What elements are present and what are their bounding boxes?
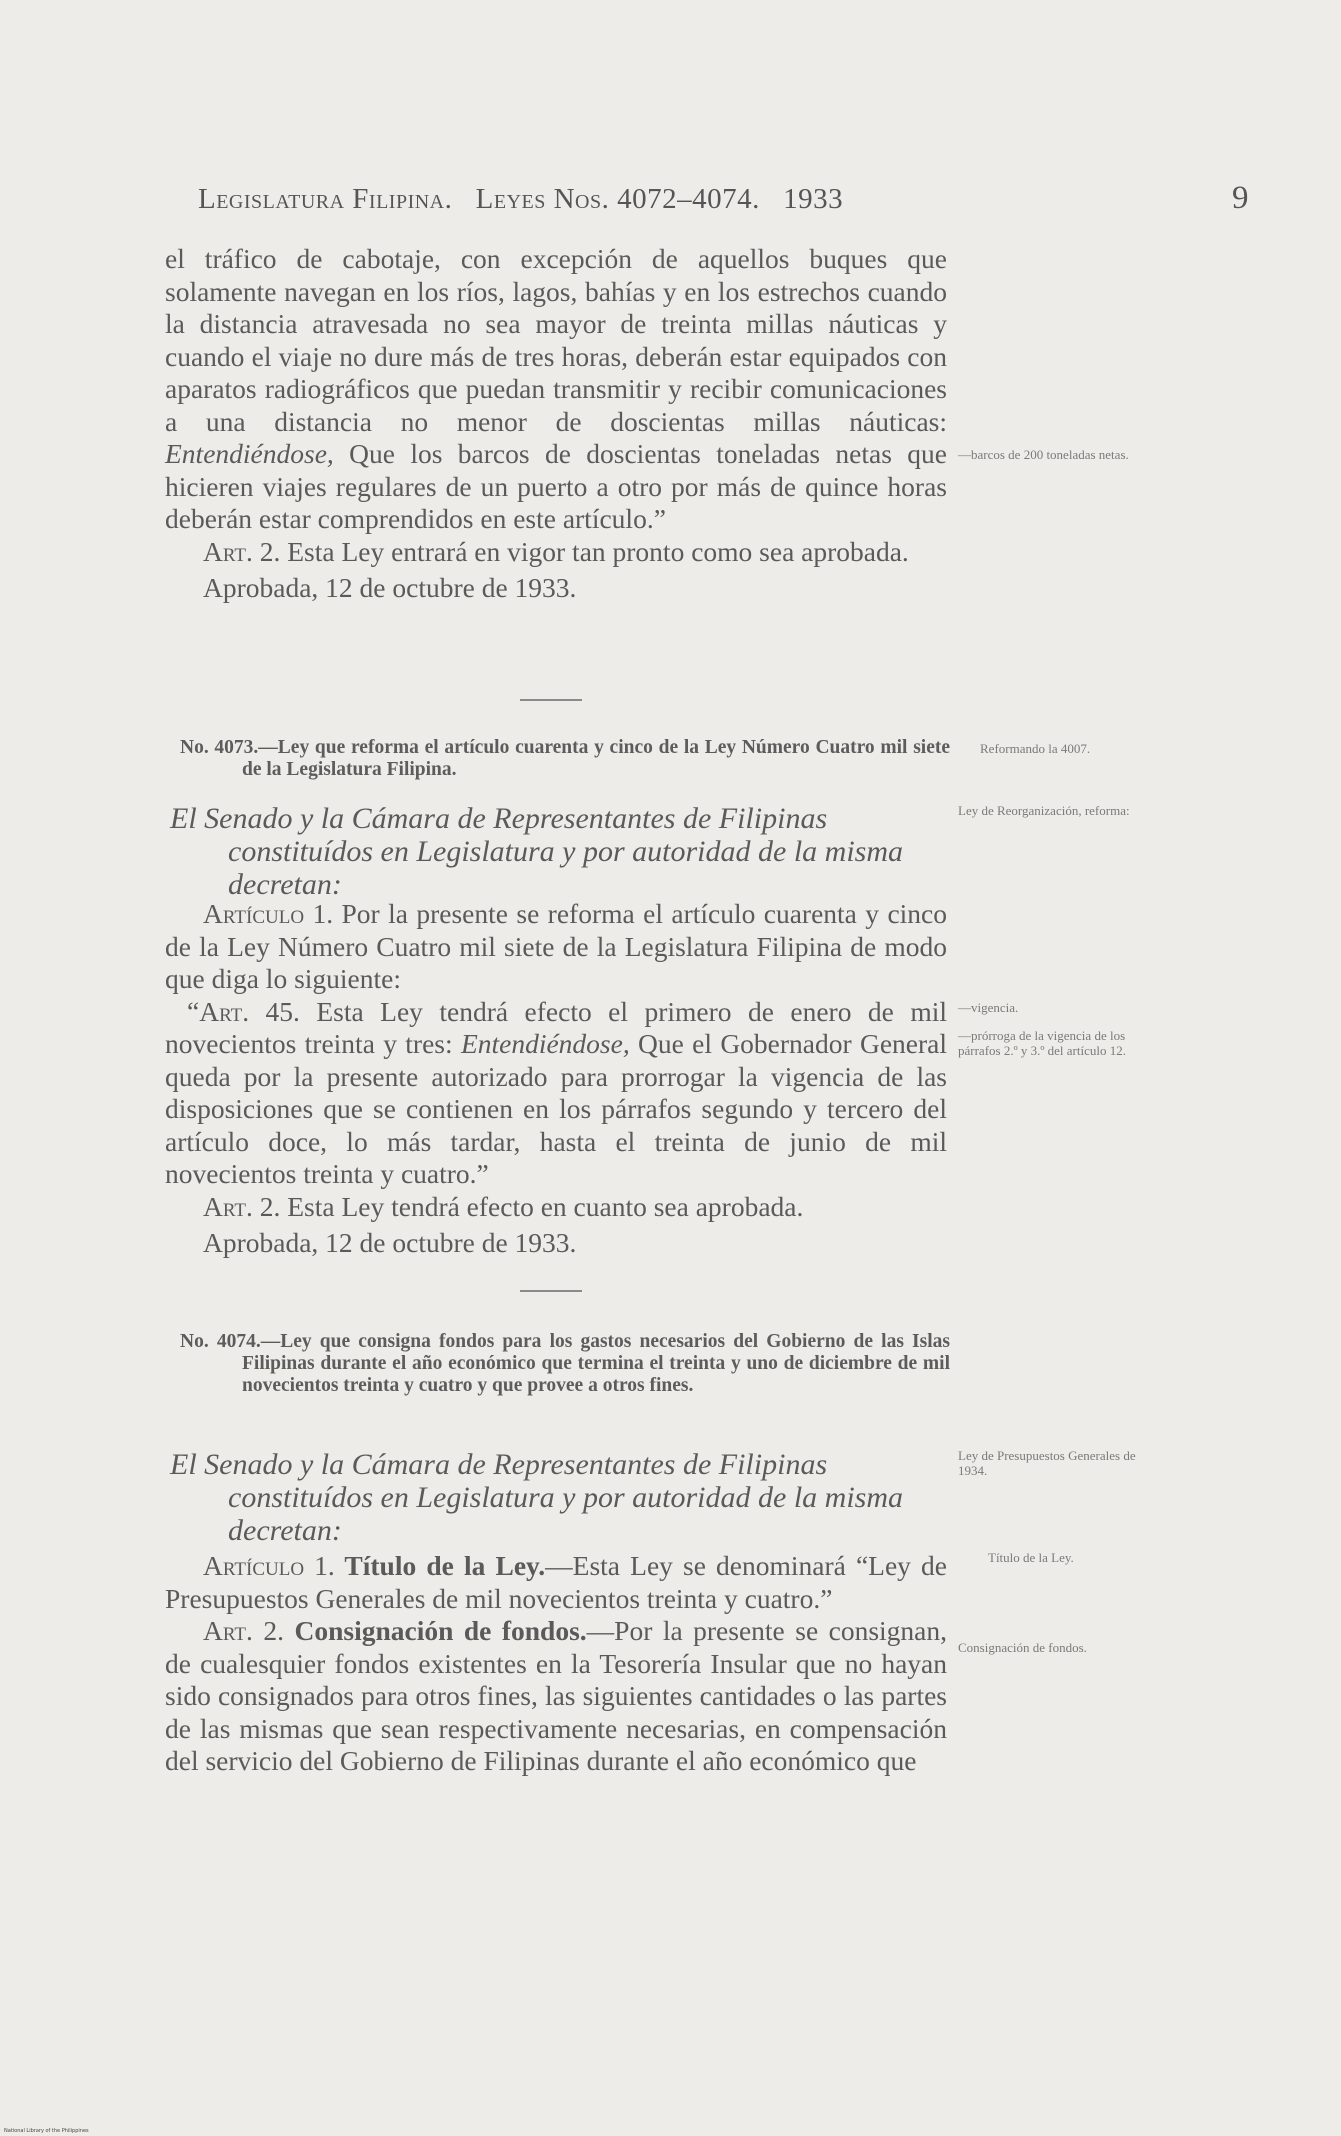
article-label: Art. 2. [203,1190,281,1222]
law-4072-continuation [165,243,947,605]
margin-note-reformando: Reformando la 4007. [980,741,1091,756]
article-1: Artículo 1. Título de la Ley.—Esta Ley se denominará “Ley de Presupuestos Generales de mil novecientos treinta y cuatro.” [165,1550,948,1614]
running-head-title: Legislatura Filipina. [198,183,453,215]
running-head-year: 1933 [783,183,844,215]
article-label: Artículo 1. [203,898,334,929]
article-heading: Título de la Ley. [334,1550,546,1581]
margin-note-reorganizacion: Ley de Reorganización, reforma: [958,803,1130,818]
approval-date: Aprobada, 12 de octubre de 1933. [203,572,577,603]
margin-note-titulo: Título de la Ley. [988,1550,1074,1565]
margin-note-consignacion: Consignación de fondos. [958,1640,1087,1655]
article-label: Artículo 1. [203,1550,335,1581]
law-4074-title: No. 4074.—Ley que consigna fondos para los gastos necesarios del Gobierno de las Islas Filipinas durante el año económico que termina el treinta y uno de diciembre de mil novecientos treinta y cuatro y que provee a otros fines. [180,1331,950,1396]
section-divider [520,1290,582,1292]
page-number: 9 [1232,180,1249,216]
article-2: Art. 2. Esta Ley tendrá efecto en cuanto sea aprobada. [203,1190,804,1222]
running-head [198,183,843,216]
approval-date: Aprobada, 12 de octubre de 1933. [203,1227,577,1258]
margin-note-vigencia: —vigencia. [958,1000,1019,1015]
law-4074-enacting-clause: El Senado y la Cámara de Representantes de Filipinas constituídos en Legislatura y por autoridad de la misma decretan: [170,1448,903,1547]
continued-paragraph: el tráfico de cabotaje, con excepción de aquellos buques que solamente navegan en los ríos, lagos, bahías y en los estrechos cuando la distancia atravesada no sea mayor de treinta millas náuticas y cuando el viaje no dure más de tres horas, deberán estar equipados con aparatos radiográficos que puedan transmitir y recibir comunicaciones a una distancia no menor de doscientas millas náuticas: Entendiéndose, Que los barcos de doscientas toneladas netas que hicieren viajes regulares de un puerto a otro por más de quince horas deberán estar comprendidos en este artículo.” [165,243,947,534]
margin-note-presupuestos: Ley de Presupuestos Generales de 1934. [958,1448,1136,1478]
law-4074-body [165,1550,947,1778]
margin-note-prorroga: —prórroga de la vigencia de los párrafos 2.º y 3.º del artículo 12. [958,1028,1126,1058]
article-2: Art. 2. Esta Ley entrará en vigor tan pronto como sea aprobada. [203,535,909,567]
article-label: Art. 2. [203,535,281,567]
law-4073-body [165,898,947,1260]
running-head-laws: Leyes Nos. 4072–4074. [475,183,760,215]
law-4073-enacting-clause: El Senado y la Cámara de Representantes de Filipinas constituídos en Legislatura y por autoridad de la misma decretan: [170,802,903,901]
proviso-word: Entendiéndose, [165,438,334,469]
article-1: Artículo 1. Por la presente se reforma el artículo cuarenta y cinco de la Ley Número Cuatro mil siete de la Legislatura Filipina de modo que diga lo siguiente: [165,898,947,994]
margin-note-barcos: —barcos de 200 toneladas netas. [958,447,1129,462]
library-stamp: National Library of the Philippines [4,2128,89,2134]
article-label: “Art. 45. [187,995,300,1027]
article-2: Art. 2. Consignación de fondos.—Por la presente se consignan, de cualesquier fondos existentes en la Tesorería Insular que no hayan sido consignados para otros fines, las siguientes cantidades o las partes de las mismas que sean respectivamente necesarias, en compensación del servicio del Gobierno de Filipinas durante el año económico que [165,1615,947,1776]
section-divider [520,699,582,701]
article-45-quote: “Art. 45. Esta Ley tendrá efecto el primero de enero de mil novecientos treinta y tres: Entendiéndose, Que el Gobernador General queda por la presente autorizado para prorrogar la vigencia de las disposiciones que se contienen en los párrafos segundo y tercero del artículo doce, lo más tardar, hasta el treinta de junio de mil novecientos treinta y cuatro.” [165,995,948,1189]
article-label: Art. 2. [203,1615,284,1646]
article-heading: Consignación de fondos. [283,1615,587,1646]
law-4073-title: No. 4073.—Ley que reforma el artículo cuarenta y cinco de la Ley Número Cuatro mil siete de la Legislatura Filipina. [180,737,950,780]
proviso-word: Entendiéndose, [460,1028,630,1059]
